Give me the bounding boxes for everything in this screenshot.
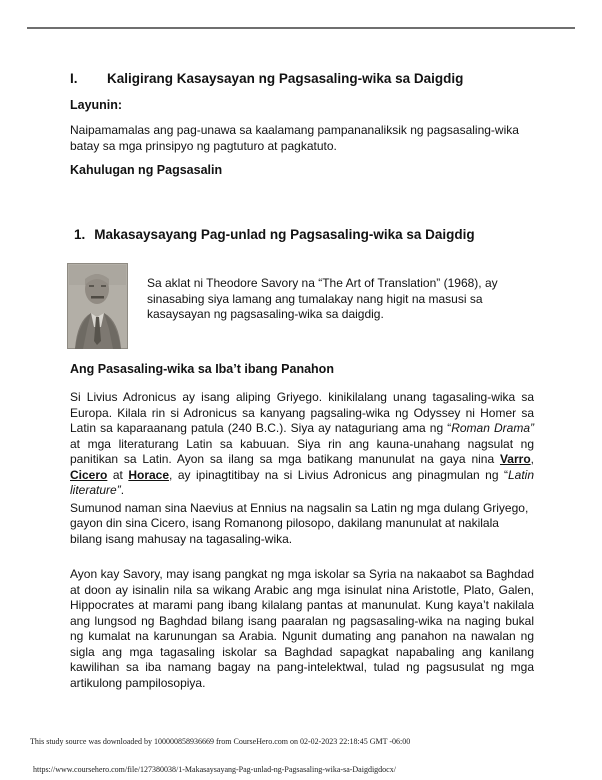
savory-paragraph: Sa aklat ni Theodore Savory na “The Art of Translation” (1968), ay sinasabing siya lamang ang tumalakay nang higit na masusi sa kasaysayan ng pagsasaling-wika sa daigdig. [147, 276, 498, 321]
baghdad-paragraph: Ayon kay Savory, may isang pangkat ng mga iskolar sa Syria na nakaabot sa Baghdad at doon ay isinalin nila sa wikang Arabic ang mga isinulat nina Aristotle, Plato, Galen, Hippocrates at marami pang ibang kilalang pantas at manunulat. Kung kaya’t nakilala ang lungsod ng Baghdad bilang isang paaralan ng pagsasaling-wika na naging bukal ng kumalat na karunungan sa Arabia. Ngunit dumating ang panahon na nawalan ng sigla ang mga tagasaling iskolar sa Baghdad sapagkat napabaling ang kanilang kawilihan sa iba namang bagay na pang-intelektwal, tulad ng pagsusulat ng mga artikulong pampilosopiya. [70, 567, 534, 690]
layunin-label: Layunin: [70, 98, 123, 112]
adronicus-paragraph: Si Livius Adronicus ay isang aliping Griyego. kinikilalang unang tagasaling-wika sa Europa. Kilala rin si Adronicus sa kanyang pagsaling-wika ng Odyssey ni Homer sa Latin sa kaparaanang patula (240 B.C.). Siya ay nataguriang ama ng “Roman Drama” at mga literaturang Latin sa kabuuan. Siya rin ang kauna-unahang nagsulat ng panitikan sa Latin. Ayon sa ilang sa mga batikang manunulat na gaya nina Varro, Cicero at Horace, ay ipinagtitibay na si Livius Adronicus ang pinagmulan ng “Latin literature”. [70, 390, 534, 497]
source-url-link[interactable]: https://www.coursehero.com/file/127380038/1-Makasaysayang-Pag-unlad-ng-Pagsasaling-wika-sa-Daigdigdocx/ [33, 765, 396, 774]
download-attribution: This study source was downloaded by 100000858936669 from CourseHero.com on 02-02-2023 22:18:45 GMT -06:00 [30, 737, 411, 746]
section-heading-number: 1. [74, 227, 86, 242]
main-heading-text: Kaligirang Kasaysayan ng Pagsasaling-wika sa Daigdig [107, 71, 464, 86]
main-heading [70, 71, 463, 86]
history-paragraphs [70, 390, 534, 547]
section-heading [74, 227, 475, 242]
main-heading-numeral: I. [70, 71, 78, 86]
kahulugan-label: Kahulugan ng Pagsasalin [70, 163, 223, 177]
panahon-subheading: Ang Pasasaling-wika sa Iba’t ibang Panahon [70, 362, 334, 376]
sumunod-paragraph: Sumunod naman sina Naevius at Ennius na nagsalin sa Latin ng mga dulang Griyego, gayon din sina Cicero, isang Romanong pilosopo, dakilang manunulat at nakilala bilang isang mahusay na tagasaling-wika. [70, 500, 529, 546]
section-heading-text: Makasaysayang Pag-unlad ng Pagsasaling-wika sa Daigdig [94, 227, 475, 242]
header-rule [27, 27, 575, 29]
portrait-photo [67, 263, 128, 349]
layunin-paragraph: Naipamamalas ang pag-unawa sa kaalamang pampananaliksik ng pagsasaling-wika batay sa mga prinsipyo ng pagtuturo at pagkatuto. [70, 123, 519, 153]
